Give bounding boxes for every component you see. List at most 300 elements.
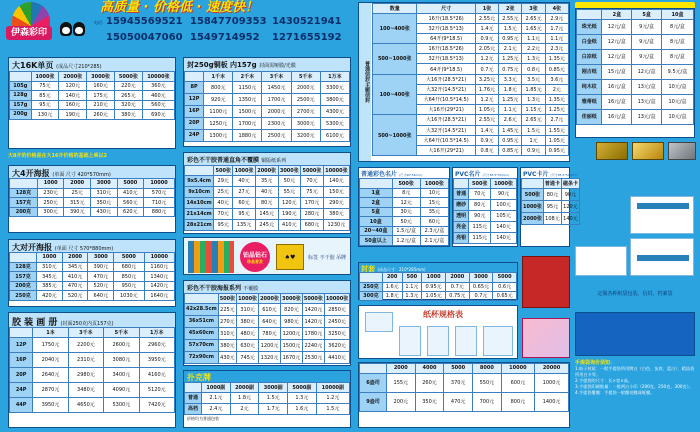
price-cell: 690元 — [142, 110, 174, 120]
cup-sample-icon — [455, 326, 477, 356]
table-row — [577, 64, 694, 79]
price-cell: 1.45元 — [499, 125, 522, 135]
column-header — [10, 253, 37, 263]
table-row — [454, 188, 517, 199]
row-label: 6盎司 — [360, 373, 387, 392]
price-cell: 60元 — [420, 217, 448, 227]
table-row — [373, 44, 569, 54]
price-cell: 2450元 — [324, 315, 349, 327]
price-table — [184, 382, 350, 415]
cup-sample-icon — [365, 312, 393, 332]
table-row — [185, 339, 350, 351]
table-row — [185, 392, 350, 403]
brand-logo — [6, 2, 54, 44]
price-cell: 600元 — [501, 373, 534, 392]
phone-2: 15847709353 — [190, 16, 267, 27]
price-cell: 1420元 — [302, 303, 324, 315]
column-header: 10000张 — [324, 294, 349, 304]
row-label: 普通 — [185, 392, 202, 403]
price-cell: 15元 — [420, 198, 448, 208]
price-cell: 70元 — [214, 208, 233, 219]
price-cell: 3950元 — [139, 352, 174, 367]
price-cell: 0.95元 — [545, 145, 568, 155]
price-cell: 1.8元 — [499, 84, 522, 94]
price-cell: 2.1元 — [202, 392, 231, 403]
price-cell: 175元 — [87, 91, 115, 101]
column-header: 5000 — [493, 273, 517, 283]
price-cell: 2.55元 — [475, 115, 498, 125]
price-cell: 40元 — [255, 186, 278, 197]
poster-4k-section — [8, 165, 176, 233]
badge-subtext: 珍品首发 — [247, 259, 263, 264]
row-label: 21x14cm — [185, 208, 214, 219]
row-label: 亮银 — [454, 232, 469, 243]
price-cell: 100元 — [491, 199, 517, 210]
price-cell: 55元 — [278, 186, 301, 197]
row-label: 24P — [10, 382, 33, 397]
cup-sample-icon — [483, 326, 513, 356]
price-cell: 30元 — [392, 207, 420, 217]
row-label: 16P — [185, 105, 204, 117]
table-row — [10, 81, 175, 91]
price-cell: 1160元 — [144, 262, 174, 272]
sticker-promo-banner — [183, 237, 351, 275]
price-cell: 410元 — [278, 219, 301, 230]
price-cell: 390元 — [64, 207, 91, 217]
price-cell: 0.75元 — [499, 64, 522, 74]
price-cell: 470元 — [444, 392, 473, 411]
price-cell: 370元 — [444, 373, 473, 392]
price-cell: 95元 — [233, 208, 256, 219]
column-header — [185, 166, 214, 176]
price-cell: 1.4元 — [475, 125, 498, 135]
price-table — [9, 327, 175, 413]
price-cell: 3.3元 — [499, 74, 522, 84]
quantity-cell: 100~400张 — [373, 74, 417, 115]
column-header: 5000 — [444, 364, 473, 374]
folder-sample-icon — [522, 256, 570, 308]
column-header — [522, 179, 544, 189]
price-table — [453, 178, 517, 244]
price-cell: 1750元 — [33, 337, 68, 352]
price-cell: 3.25元 — [475, 74, 498, 84]
row-label: 44P — [10, 397, 33, 412]
price-cell: 0.8元 — [522, 64, 545, 74]
price-cell: 410元 — [62, 272, 88, 282]
price-table — [184, 293, 350, 364]
price-cell: 8元 — [392, 188, 420, 198]
price-cell: 1640元 — [144, 291, 174, 301]
table-row — [185, 351, 350, 363]
section-title — [9, 58, 175, 71]
price-cell: 120元 — [561, 200, 579, 212]
table-row — [10, 100, 175, 110]
table-header-row — [360, 364, 569, 374]
price-cell: 310元 — [237, 303, 259, 315]
price-cell: 2.55元 — [499, 13, 522, 23]
column-header: 2000 — [64, 179, 91, 189]
price-cell: 9元/盒 — [632, 34, 662, 49]
price-cell: 70元 — [469, 188, 491, 199]
price-cell: 460元 — [142, 91, 174, 101]
column-header: 2000 — [62, 253, 88, 263]
price-cell: 2000元 — [291, 81, 320, 93]
price-cell: 1700元 — [262, 93, 291, 105]
price-cell: 1.2元/盒 — [392, 236, 420, 246]
price-cell: 2530元 — [302, 351, 324, 363]
row-label: 5盒 — [360, 207, 393, 217]
price-cell: 1200元 — [280, 327, 302, 339]
table-header-row — [10, 72, 175, 82]
price-table — [184, 165, 350, 231]
table-row — [10, 207, 175, 217]
price-cell: 345元 — [62, 262, 88, 272]
price-cell: 3200元 — [291, 129, 320, 141]
price-cell: 2元 — [545, 84, 568, 94]
price-cell: 245元 — [255, 219, 278, 230]
price-cell: 145元 — [255, 208, 278, 219]
price-cell: 2240元 — [302, 339, 324, 351]
table-row — [577, 94, 694, 109]
table-header-row — [10, 253, 175, 263]
price-cell: 90元 — [561, 188, 579, 200]
price-cell: 1.5元/盒 — [392, 226, 420, 236]
price-cell: 1.1元 — [402, 282, 422, 291]
column-header: 3000张 — [278, 166, 301, 176]
price-cell: 12元/盒 — [602, 34, 632, 49]
price-cell: 25元 — [214, 186, 233, 197]
price-cell: 1.35元 — [545, 54, 568, 64]
silver-card-icon — [668, 142, 696, 160]
price-cell: 350元 — [415, 392, 444, 411]
price-cell: 980元 — [280, 315, 302, 327]
price-cell: 140元 — [491, 232, 517, 243]
sticker-poster-section — [183, 280, 351, 366]
price-cell: 1300元 — [204, 129, 233, 141]
column-header — [454, 179, 469, 189]
price-cell: 1700元 — [233, 117, 262, 129]
price-cell: 1.3元 — [522, 95, 545, 105]
price-cell: 1.5元 — [499, 23, 522, 33]
table-row — [360, 392, 569, 411]
subtitle-text: (封面250克内页157克) — [60, 321, 114, 327]
row-label: 250克 — [360, 282, 383, 291]
size-cell: 16开(18.5*26) — [417, 44, 475, 54]
subtitle-text: (尺寸90*54mm) — [399, 173, 423, 177]
bag-notes — [575, 360, 695, 428]
column-header: 1000 — [37, 179, 64, 189]
row-label: 20~40盒 — [360, 226, 393, 236]
price-cell: 6100元 — [320, 129, 349, 141]
column-header: 5盒 — [632, 10, 662, 20]
price-table — [9, 71, 175, 120]
note-line: 1.纸子材质：一般手提袋所用牌白（白色、灰底、蓝白）、精品袋所用白卡等。 — [575, 366, 695, 377]
price-cell: 0.7元 — [445, 282, 469, 291]
price-cell: 0.75元 — [445, 291, 469, 300]
column-header: 5000 — [117, 179, 144, 189]
table-header-row — [454, 179, 517, 189]
price-cell: 2.4元 — [202, 403, 231, 414]
price-cell: 680元 — [114, 262, 144, 272]
poker-box-icon: ♠♥ — [276, 244, 304, 270]
column-header: 200 — [382, 273, 402, 283]
price-cell: 3.5元 — [522, 74, 545, 84]
subtitle-text: (单面 尺寸 570*880mm) — [54, 246, 114, 252]
price-cell: 2.3元/盒 — [420, 226, 448, 236]
price-cell: 2300元 — [262, 117, 291, 129]
price-cell: 10元/盒 — [661, 109, 693, 124]
price-cell: 2.55元 — [475, 13, 498, 23]
row-label: 纯木纹 — [577, 79, 602, 94]
column-header: 1000 — [422, 273, 446, 283]
price-cell: 4410元 — [324, 351, 349, 363]
price-cell: 1.85元 — [522, 84, 545, 94]
pvc-card-sample-icon — [630, 238, 694, 276]
price-cell: 1250元 — [204, 117, 233, 129]
price-cell: 0.95元 — [499, 33, 522, 43]
price-cell: 0.7元 — [469, 291, 493, 300]
price-cell: 2000元 — [262, 105, 291, 117]
price-cell: 190元 — [278, 208, 301, 219]
price-cell: 140元 — [323, 175, 349, 186]
price-cell: 95元 — [214, 219, 233, 230]
price-cell: 1.76元 — [475, 84, 498, 94]
table-row — [10, 291, 175, 301]
cup-title: 纸杯规格表 — [423, 310, 463, 319]
column-header: 5000副 — [288, 383, 317, 393]
row-label: 白凉纸 — [577, 49, 602, 64]
price-cell: 120元 — [278, 197, 301, 208]
row-label: 24P — [185, 129, 204, 141]
price-cell: 1.5元 — [259, 392, 288, 403]
row-label: 128g — [10, 91, 32, 101]
row-label: 9x5.4cm — [185, 175, 214, 186]
price-cell: 430元 — [90, 207, 117, 217]
table-row — [185, 197, 350, 208]
price-cell: 385元 — [37, 281, 63, 291]
brand-name: 伊森彩印 — [6, 26, 52, 40]
price-cell: 345元 — [37, 272, 63, 282]
size-cell: 大16开(28.5*21) — [417, 74, 475, 84]
table-row — [185, 315, 350, 327]
price-cell: 1200元 — [259, 339, 281, 351]
price-cell: 170元 — [301, 197, 324, 208]
row-label: 57x70cm — [185, 339, 219, 351]
price-cell: 13元/盒 — [632, 79, 662, 94]
subtitle-text: (成品尺寸210*285) — [56, 64, 102, 70]
price-cell: 0.65元 — [469, 282, 493, 291]
price-cell: 2.1元/盒 — [420, 236, 448, 246]
table-row — [577, 34, 694, 49]
table-row — [185, 81, 350, 93]
price-cell: 5120元 — [139, 382, 174, 397]
price-cell: 280元 — [301, 208, 324, 219]
row-label: 1000张 — [522, 200, 544, 212]
table-row — [577, 79, 694, 94]
price-cell: 9元/盒 — [632, 49, 662, 64]
price-cell: 13元/盒 — [632, 94, 662, 109]
row-label: 128克 — [10, 188, 38, 198]
price-cell: 150元 — [323, 186, 349, 197]
price-cell: 60元 — [233, 197, 256, 208]
column-header: 3000张 — [280, 294, 302, 304]
table-row — [185, 129, 350, 141]
column-header — [185, 294, 219, 304]
column-header: 2盒 — [602, 10, 632, 20]
row-label: 128克 — [10, 262, 37, 272]
badge — [240, 242, 270, 272]
title-text: 普通彩色名片 — [361, 171, 398, 178]
price-cell: 115元 — [469, 221, 491, 232]
table-header-row — [373, 4, 569, 14]
column-header: 3千本 — [262, 72, 291, 82]
price-cell: 90元 — [491, 188, 517, 199]
price-cell: 1.3元 — [288, 392, 317, 403]
price-cell: 3000元 — [291, 117, 320, 129]
price-cell: 4160元 — [139, 367, 174, 382]
column-header: 4张 — [545, 4, 568, 14]
price-cell: 16元/盒 — [602, 94, 632, 109]
row-label: 14x10cm — [185, 197, 214, 208]
price-cell: 1.8元 — [230, 392, 259, 403]
column-header: 500张 — [392, 179, 420, 189]
column-header — [360, 179, 393, 189]
price-table — [576, 9, 694, 125]
price-cell: 120元 — [59, 81, 87, 91]
price-cell: 1230元 — [323, 219, 349, 230]
price-cell: 105元 — [491, 210, 517, 221]
column-header: 10000 — [144, 253, 174, 263]
price-cell: 2.6元 — [499, 115, 522, 125]
column-header: 1本 — [33, 328, 68, 338]
price-cell: 225元 — [218, 303, 236, 315]
price-cell: 10元/盒 — [661, 79, 693, 94]
folder-section — [358, 262, 518, 300]
price-cell: 80元 — [469, 199, 491, 210]
title-text: 封套 — [361, 265, 375, 273]
price-cell: 1.25元 — [545, 105, 568, 115]
size-cell: 大16开(29*21) — [417, 145, 475, 155]
price-cell: 570元 — [144, 188, 175, 198]
column-header — [185, 383, 202, 393]
column-header: 500 — [402, 273, 422, 283]
price-cell: 620元 — [117, 207, 144, 217]
price-cell: 1.8元 — [382, 291, 402, 300]
row-label: 2盒 — [360, 198, 393, 208]
table-row — [373, 115, 569, 125]
phone-4: 15050047060 — [106, 32, 183, 43]
row-label: 亮金 — [454, 221, 469, 232]
row-label: 2000张 — [522, 212, 544, 224]
price-cell: 140元 — [59, 91, 87, 101]
table-row — [10, 91, 175, 101]
table-header-row — [577, 10, 694, 20]
table-row — [522, 212, 580, 224]
table-header-row — [185, 72, 350, 82]
price-cell: 380元 — [218, 339, 236, 351]
price-cell: 410元 — [117, 188, 144, 198]
price-cell: 2.3元 — [545, 44, 568, 54]
price-cell: 560元 — [117, 198, 144, 208]
price-cell: 0.8元 — [475, 145, 498, 155]
qq-penguin-icon — [60, 22, 72, 36]
column-header: 1000张 — [420, 179, 448, 189]
price-cell: 1500元 — [233, 105, 262, 117]
table-header-row — [522, 179, 580, 189]
price-cell: 2500元 — [291, 93, 320, 105]
price-cell: 390元 — [88, 262, 114, 272]
bag-sample-icon — [575, 312, 695, 356]
table-row — [185, 303, 350, 315]
pvc-card-section — [520, 167, 578, 247]
price-cell: 2.1元 — [499, 44, 522, 54]
price-cell: 2.2元 — [522, 44, 545, 54]
price-cell: 1.05元 — [422, 291, 446, 300]
price-cell: 380元 — [323, 208, 349, 219]
tote-note: 定做各种纸袋包装、信封、档案袋 — [597, 291, 673, 297]
price-cell: 75元 — [301, 186, 324, 197]
row-label: 20P — [10, 367, 33, 382]
price-cell: 4090元 — [104, 382, 139, 397]
price-cell: 2700元 — [291, 105, 320, 117]
column-header: 5千本 — [104, 328, 139, 338]
size-cell: 大64开(10.5*14.5) — [417, 135, 475, 145]
row-label: 45x60cm — [185, 327, 219, 339]
column-header: 3000 — [469, 273, 493, 283]
table-row — [185, 93, 350, 105]
pvc-namecard-section — [452, 167, 518, 247]
price-table — [9, 252, 175, 301]
table-row — [454, 210, 517, 221]
title-text: 彩色不干胶普通直角不覆膜 — [187, 157, 260, 164]
price-cell: 1420元 — [144, 281, 174, 291]
row-label: 105g — [10, 81, 32, 91]
row-label: 9x10cm — [185, 186, 214, 197]
column-header: 500张 — [214, 166, 233, 176]
price-cell: 4300元 — [320, 105, 349, 117]
row-label: 12P — [185, 93, 204, 105]
column-header: 1000张 — [491, 179, 517, 189]
price-cell: 3950元 — [33, 397, 68, 412]
row-label: 20P — [185, 117, 204, 129]
cup-sample-icon — [399, 326, 421, 356]
column-header: 1千本 — [204, 72, 233, 82]
album-section — [8, 312, 176, 428]
price-cell: 27元 — [233, 186, 256, 197]
column-header: 3000 — [90, 179, 117, 189]
column-header — [360, 364, 387, 374]
column-header: 10000 — [501, 364, 534, 374]
column-header: 尺寸 — [417, 4, 475, 14]
price-cell: 50元 — [278, 175, 301, 186]
price-cell: 35元 — [420, 207, 448, 217]
contact-label: 电话： — [94, 20, 106, 25]
price-cell: 15元/盒 — [602, 64, 632, 79]
slogan: 高质量 · 价格低 · 速度快！ — [100, 0, 258, 15]
price-cell: 1420元 — [302, 315, 324, 327]
table-row — [185, 175, 350, 186]
price-cell: 315元 — [64, 198, 91, 208]
column-header: 5千本 — [291, 72, 320, 82]
price-cell: 640元 — [88, 291, 114, 301]
price-cell: 745元 — [237, 351, 259, 363]
table-header-row — [185, 294, 350, 304]
price-cell: 850元 — [114, 272, 144, 282]
price-cell: 90元 — [469, 210, 491, 221]
price-cell: 1.7元 — [545, 23, 568, 33]
row-label: 16P — [10, 352, 33, 367]
size-cell: 大64开(10.5*14.5) — [417, 95, 475, 105]
